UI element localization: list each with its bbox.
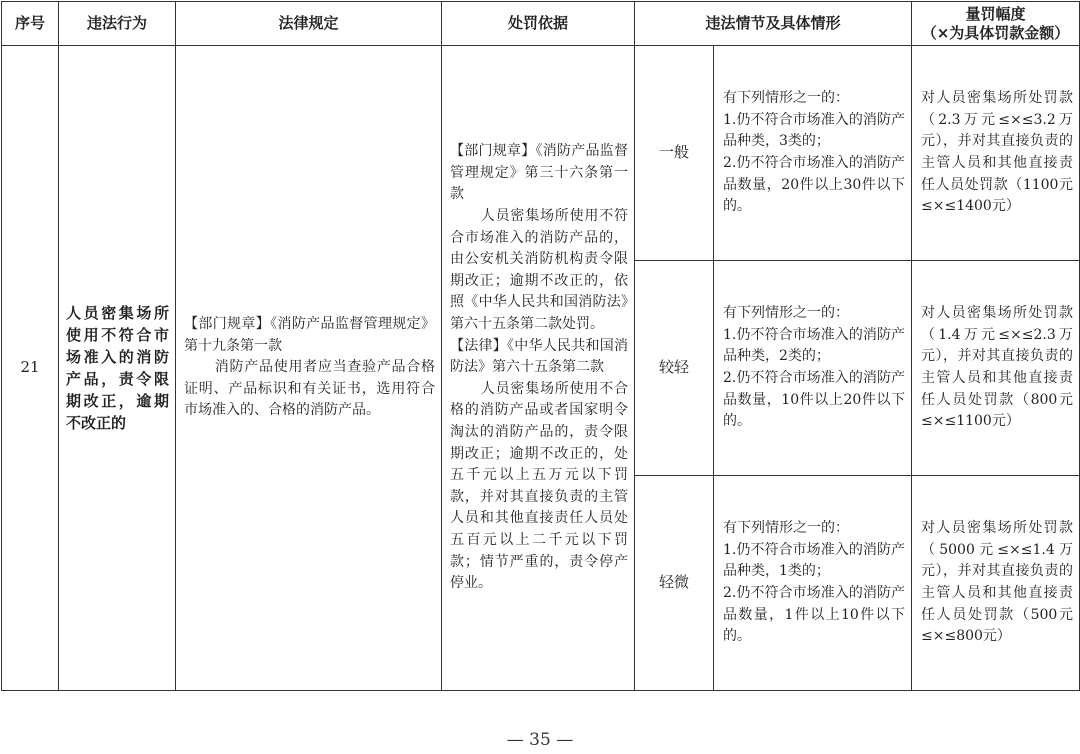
- penalty-basis: [442, 46, 635, 691]
- detail-intro: 有下列情形之一的：: [723, 520, 849, 537]
- header-law: 法律规定: [176, 2, 442, 46]
- detail-slight: [714, 476, 912, 691]
- law-text: 消防产品使用者应当查验产品合格证明、产品标识和有关证书，选用符合市场准入的、合格的消防产品。: [184, 359, 435, 419]
- penalty-general: 对人员密集场所处罚款（2.3万元≤×≤3.2万元），并对其直接负责的主管人员和其他直接责任人员处罚款（1100元≤×≤1400元）: [912, 46, 1080, 261]
- level-minor: 较轻: [635, 261, 714, 476]
- header-penalty-title: 量罚幅度: [965, 4, 1026, 23]
- page-number: — 35 —: [506, 730, 574, 750]
- header-basis: 处罚依据: [442, 2, 635, 46]
- penalty-minor: 对人员密集场所处罚款（1.4万元≤×≤2.3万元），并对其直接负责的主管人员和其他直接责任人员处罚款（800元≤×≤1100元）: [912, 261, 1080, 476]
- level-slight: 轻微: [635, 476, 714, 691]
- detail-minor: [714, 261, 912, 476]
- detail-item: 2.仍不符合市场准入的消防产品数量，10件以上20件以下的。: [723, 370, 905, 430]
- header-circumstance: 违法情节及具体情形: [635, 2, 912, 46]
- header-row: [2, 2, 1080, 46]
- header-no: 序号: [2, 2, 59, 46]
- header-penalty-note: （×为具体罚款金额）: [921, 23, 1070, 42]
- detail-general: [714, 46, 912, 261]
- legal-provision: [176, 46, 442, 691]
- detail-item: 2.仍不符合市场准入的消防产品数量，1件以上10件以下的。: [723, 585, 905, 645]
- header-penalty: [912, 2, 1080, 46]
- header-act: 违法行为: [59, 2, 176, 46]
- law-source: 【部门规章】《消防产品监督管理规定》第十九条第一款: [184, 316, 435, 354]
- basis-text-1: 人员密集场所使用不符合市场准入的消防产品的，由公安机关消防机构责令限期改正；逾期不改正的，依照《中华人民共和国消防法》第六十五条第二款处罚。: [450, 208, 628, 333]
- penalty-table: [1, 1, 1080, 691]
- basis-source-1: 【部门规章】《消防产品监督管理规定》第三十六条第一款: [450, 143, 628, 203]
- basis-text-2: 人员密集场所使用不合格的消防产品或者国家明令淘汰的消防产品的，责令限期改正；逾期不改正的，处五千元以上五万元以下罚款，并对其直接负责的主管人员和其他直接责任人员处五百元以上二千元以下罚款；情节严重的，责令停产停业。: [450, 380, 628, 592]
- level-general: 一般: [635, 46, 714, 261]
- detail-item: 1.仍不符合市场准入的消防产品种类，3类的；: [723, 111, 905, 150]
- detail-item: 1.仍不符合市场准入的消防产品种类，1类的；: [723, 541, 905, 580]
- penalty-slight: 对人员密集场所处罚款（5000元≤×≤1.4万元），并对其直接负责的主管人员和其他直接责任人员处罚款（500元≤×≤800元）: [912, 476, 1080, 691]
- row-number: 21: [2, 46, 59, 691]
- violation-act: 人员密集场所使用不符合市场准入的消防产品，责令限期改正，逾期不改正的: [59, 46, 176, 691]
- table-row: [2, 46, 1080, 261]
- detail-item: 2.仍不符合市场准入的消防产品数量，20件以上30件以下的。: [723, 155, 905, 215]
- detail-item: 1.仍不符合市场准入的消防产品种类，2类的；: [723, 326, 905, 365]
- detail-intro: 有下列情形之一的：: [723, 305, 849, 322]
- basis-source-2: 【法律】《中华人民共和国消防法》第六十五条第二款: [450, 337, 628, 376]
- detail-intro: 有下列情形之一的：: [723, 90, 849, 107]
